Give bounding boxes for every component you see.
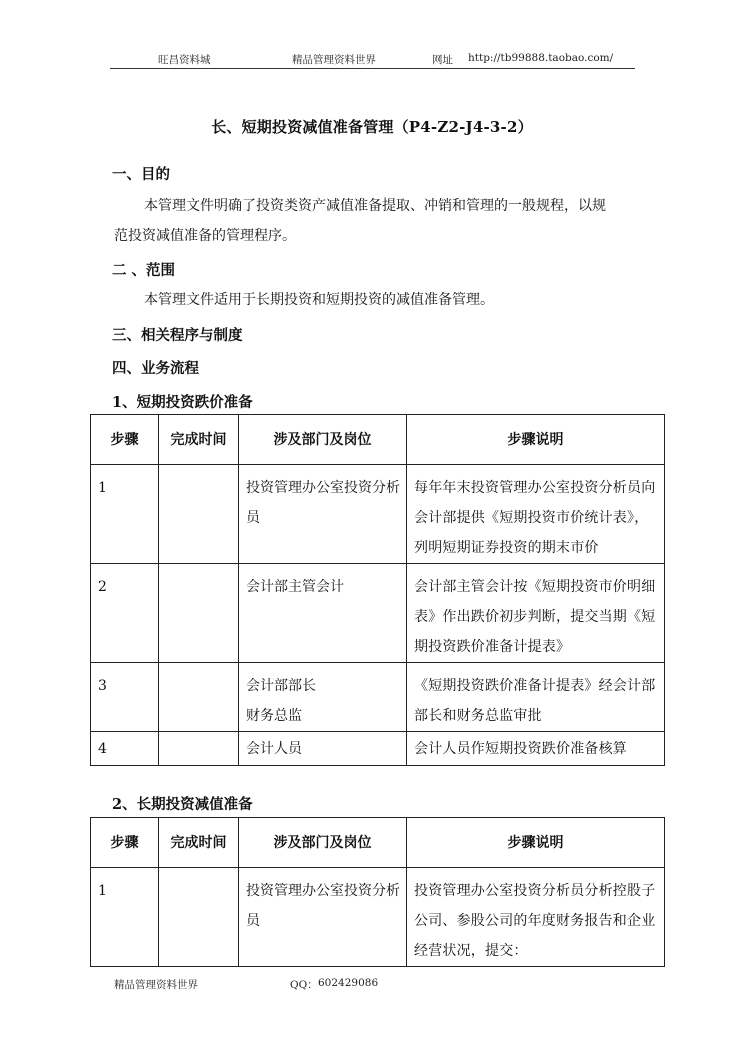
purpose-heading: 一、目的 <box>112 166 170 183</box>
table-row <box>91 564 665 663</box>
document-title: 长、短期投资减值准备管理（P4-Z2-J4-3-2） <box>211 118 533 136</box>
step-number: 3 <box>91 663 159 732</box>
table-header-row <box>91 415 665 465</box>
step-description: 投资管理办公室投资分析员分析控股子公司、参股公司的年度财务报告和企业经营状况，提交： <box>407 868 665 967</box>
scope-text: 本管理文件适用于长期投资和短期投资的减值准备管理。 <box>144 292 494 308</box>
department-role: 会计部部长 财务总监 <box>239 663 407 732</box>
col-header-desc: 步骤说明 <box>407 818 665 868</box>
department-role: 投资管理办公室投资分析员 <box>239 868 407 967</box>
col-header-time: 完成时间 <box>159 415 239 465</box>
footer-left-text: 精品管理资料世界 <box>114 979 198 991</box>
step-number: 2 <box>91 564 159 663</box>
completion-time <box>159 663 239 732</box>
step-description: 《短期投资跌价准备计提表》经会计部部长和财务总监审批 <box>407 663 665 732</box>
purpose-text-line1: 本管理文件明确了投资类资产减值准备提取、冲销和管理的一般规程，以规 <box>144 198 606 214</box>
step-number: 1 <box>91 465 159 564</box>
long-term-steps-table <box>90 817 665 967</box>
completion-time <box>159 732 239 766</box>
footer-qq-number: 602429086 <box>318 977 379 989</box>
col-header-step: 步骤 <box>91 415 159 465</box>
header-url-label: 网址 <box>432 54 453 66</box>
col-header-time: 完成时间 <box>159 818 239 868</box>
table-row <box>91 868 665 967</box>
col-header-dept: 涉及部门及岗位 <box>239 818 407 868</box>
table-row <box>91 732 665 766</box>
table-header-row <box>91 818 665 868</box>
footer-qq-label: QQ： <box>290 979 318 991</box>
header-url[interactable]: http://tb99888.taobao.com/ <box>468 52 614 64</box>
department-role: 会计人员 <box>239 732 407 766</box>
header-divider <box>110 68 635 69</box>
col-header-dept: 涉及部门及岗位 <box>239 415 407 465</box>
step-description: 每年年末投资管理办公室投资分析员向会计部提供《短期投资市价统计表》，列明短期证券投资的期末市价 <box>407 465 665 564</box>
step-description: 会计部主管会计按《短期投资市价明细表》作出跌价初步判断，提交当期《短期投资跌价准备计提表》 <box>407 564 665 663</box>
purpose-text-line2: 范投资减值准备的管理程序。 <box>114 228 296 244</box>
related-heading: 三、相关程序与制度 <box>112 327 243 344</box>
department-role: 投资管理办公室投资分析员 <box>239 465 407 564</box>
table-row <box>91 465 665 564</box>
col-header-step: 步骤 <box>91 818 159 868</box>
completion-time <box>159 564 239 663</box>
process-heading: 四、业务流程 <box>112 360 199 377</box>
short-term-steps-table <box>90 414 665 766</box>
table-row <box>91 663 665 732</box>
step-number: 1 <box>91 868 159 967</box>
subsection-1-heading: 1、短期投资跌价准备 <box>112 394 253 411</box>
step-number: 4 <box>91 732 159 766</box>
department-role: 会计部主管会计 <box>239 564 407 663</box>
header-middle-text: 精品管理资料世界 <box>292 54 376 66</box>
step-description: 会计人员作短期投资跌价准备核算 <box>407 732 665 766</box>
scope-heading: 二 、范围 <box>112 262 176 279</box>
header-left-text: 旺昌资料城 <box>158 54 211 66</box>
col-header-desc: 步骤说明 <box>407 415 665 465</box>
completion-time <box>159 465 239 564</box>
subsection-2-heading: 2、长期投资减值准备 <box>112 796 253 813</box>
completion-time <box>159 868 239 967</box>
